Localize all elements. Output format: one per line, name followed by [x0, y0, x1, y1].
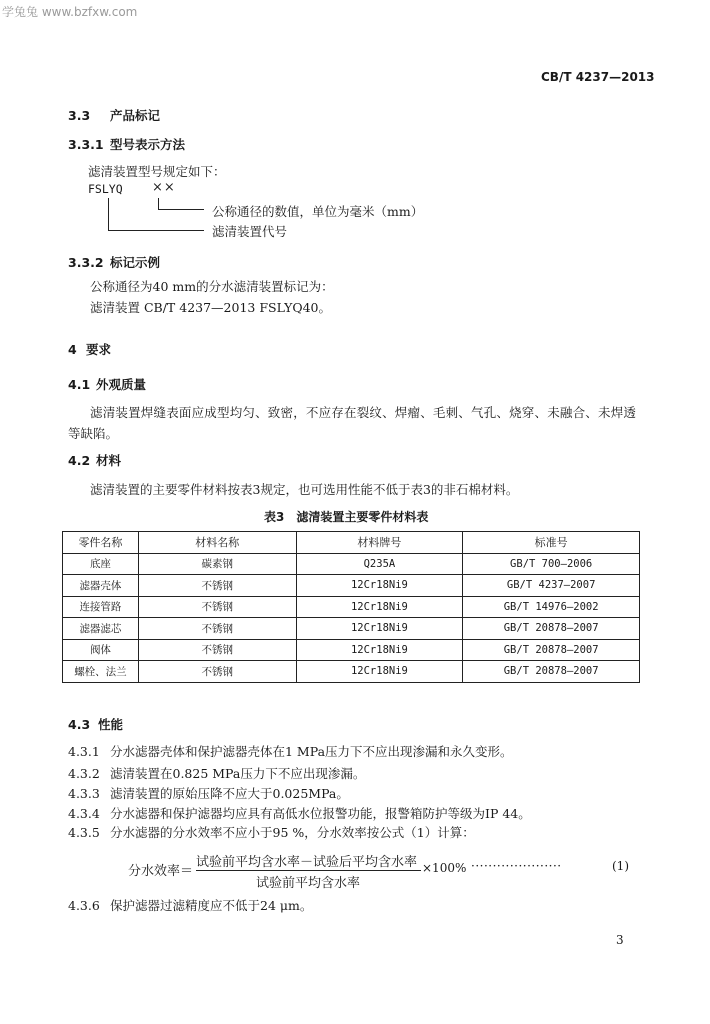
table-cell: GB/T 14976—2002	[463, 596, 640, 618]
materials-table	[62, 531, 640, 683]
table-header-standard-no: 标准号	[463, 532, 640, 554]
bracket-label-code: 滤清装置代号	[212, 224, 288, 239]
standard-code: CB/T 4237—2013	[541, 70, 655, 84]
requirement-4-3-3: 4.3.3 滤清装置的原始压降不应大于0.025MPa。	[68, 786, 349, 801]
watermark: 学兔兔 www.bzfxw.com	[2, 5, 138, 19]
materials-text: 滤清装置的主要零件材料按表3规定，也可选用性能不低于表3的非石棉材料。	[90, 482, 519, 497]
table-row	[63, 618, 640, 640]
marking-example-line-1: 公称通径为40 mm的分水滤清装置标记为：	[90, 279, 334, 294]
table-cell: 滤器滤芯	[63, 618, 139, 640]
model-intro-text: 滤清装置型号规定如下：	[88, 164, 226, 179]
requirement-4-3-5: 4.3.5 分水滤器的分水效率不应小于95 %，分水效率按公式（1）计算：	[68, 825, 475, 840]
table-cell: 不锈钢	[138, 596, 296, 618]
model-code: FSLYQ	[88, 182, 123, 196]
table-cell: 不锈钢	[138, 639, 296, 661]
table-cell: 底座	[63, 553, 139, 575]
appearance-text-line-2: 等缺陷。	[68, 426, 119, 441]
table-cell: GB/T 20878—2007	[463, 639, 640, 661]
formula-factor: ×100%	[422, 861, 467, 875]
section-3-3-1-heading: 3.3.1 型号表示方法	[68, 137, 186, 152]
table-cell: GB/T 700—2006	[463, 553, 640, 575]
table-cell: 不锈钢	[138, 661, 296, 683]
table-header-material-name: 材料名称	[138, 532, 296, 554]
table-cell: 12Cr18Ni9	[296, 618, 463, 640]
table-cell: 不锈钢	[138, 575, 296, 597]
bracket-label-size: 公称通径的数值，单位为毫米（mm）	[212, 204, 424, 219]
section-4-2-heading: 4.2 材料	[68, 453, 122, 468]
model-placeholder: ××	[152, 180, 176, 195]
table-cell: 12Cr18Ni9	[296, 575, 463, 597]
formula-lhs: 分水效率＝	[128, 864, 194, 879]
table-header-material-grade: 材料牌号	[296, 532, 463, 554]
formula-denominator: 试验前平均含水率	[256, 876, 361, 891]
table-3-caption: 表3 滤清装置主要零件材料表	[264, 510, 429, 524]
section-3-3-2-heading: 3.3.2 标记示例	[68, 255, 161, 270]
table-cell: GB/T 20878—2007	[463, 661, 640, 683]
marking-example-line-2: 滤清装置 CB/T 4237—2013 FSLYQ40。	[90, 300, 331, 315]
appearance-text-line-1: 滤清装置焊缝表面应成型均匀、致密，不应存在裂纹、焊瘤、毛刺、气孔、烧穿、未融合、未焊透	[90, 405, 637, 420]
table-cell: Q235A	[296, 553, 463, 575]
table-cell: 滤器壳体	[63, 575, 139, 597]
section-3-3-heading: 3.3 产品标记	[68, 108, 161, 123]
table-cell: 不锈钢	[138, 618, 296, 640]
requirement-4-3-1: 4.3.1 分水滤器壳体和保护滤器壳体在1 MPa压力下不应出现渗漏和永久变形。	[68, 744, 513, 759]
table-cell: 12Cr18Ni9	[296, 661, 463, 683]
section-4-1-heading: 4.1 外观质量	[68, 377, 147, 392]
table-header-row	[63, 532, 640, 554]
requirement-4-3-4: 4.3.4 分水滤器和保护滤器均应具有高低水位报警功能，报警箱防护等级为IP 44。	[68, 806, 531, 821]
bracket-line-model	[108, 198, 109, 231]
page-number: 3	[616, 933, 624, 947]
table-cell: 12Cr18Ni9	[296, 596, 463, 618]
table-cell: 碳素钢	[138, 553, 296, 575]
requirement-4-3-6: 4.3.6 保护滤器过滤精度应不低于24 μm。	[68, 898, 313, 913]
bracket-line-model-horizontal	[108, 230, 204, 231]
requirement-4-3-2: 4.3.2 滤清装置在0.825 MPa压力下不应出现渗漏。	[68, 766, 366, 781]
section-4-3-heading: 4.3 性能	[68, 717, 124, 732]
table-cell: 螺栓、法兰	[63, 661, 139, 683]
table-row	[63, 661, 640, 683]
table-cell: GB/T 4237—2007	[463, 575, 640, 597]
bracket-line-size-horizontal	[158, 209, 204, 210]
formula-leader-dots: ·····················	[471, 859, 562, 873]
table-header-part-name: 零件名称	[63, 532, 139, 554]
table-cell: 12Cr18Ni9	[296, 639, 463, 661]
formula-numerator: 试验前平均含水率－试验后平均含水率	[196, 855, 418, 870]
table-cell: 阀体	[63, 639, 139, 661]
table-cell: GB/T 20878—2007	[463, 618, 640, 640]
section-4-heading: 4 要求	[68, 342, 112, 357]
formula-label: (1)	[612, 859, 629, 873]
table-cell: 连接管路	[63, 596, 139, 618]
table-row	[63, 639, 640, 661]
table-row	[63, 553, 640, 575]
table-row	[63, 575, 640, 597]
table-row	[63, 596, 640, 618]
formula-fraction-bar	[196, 870, 421, 871]
